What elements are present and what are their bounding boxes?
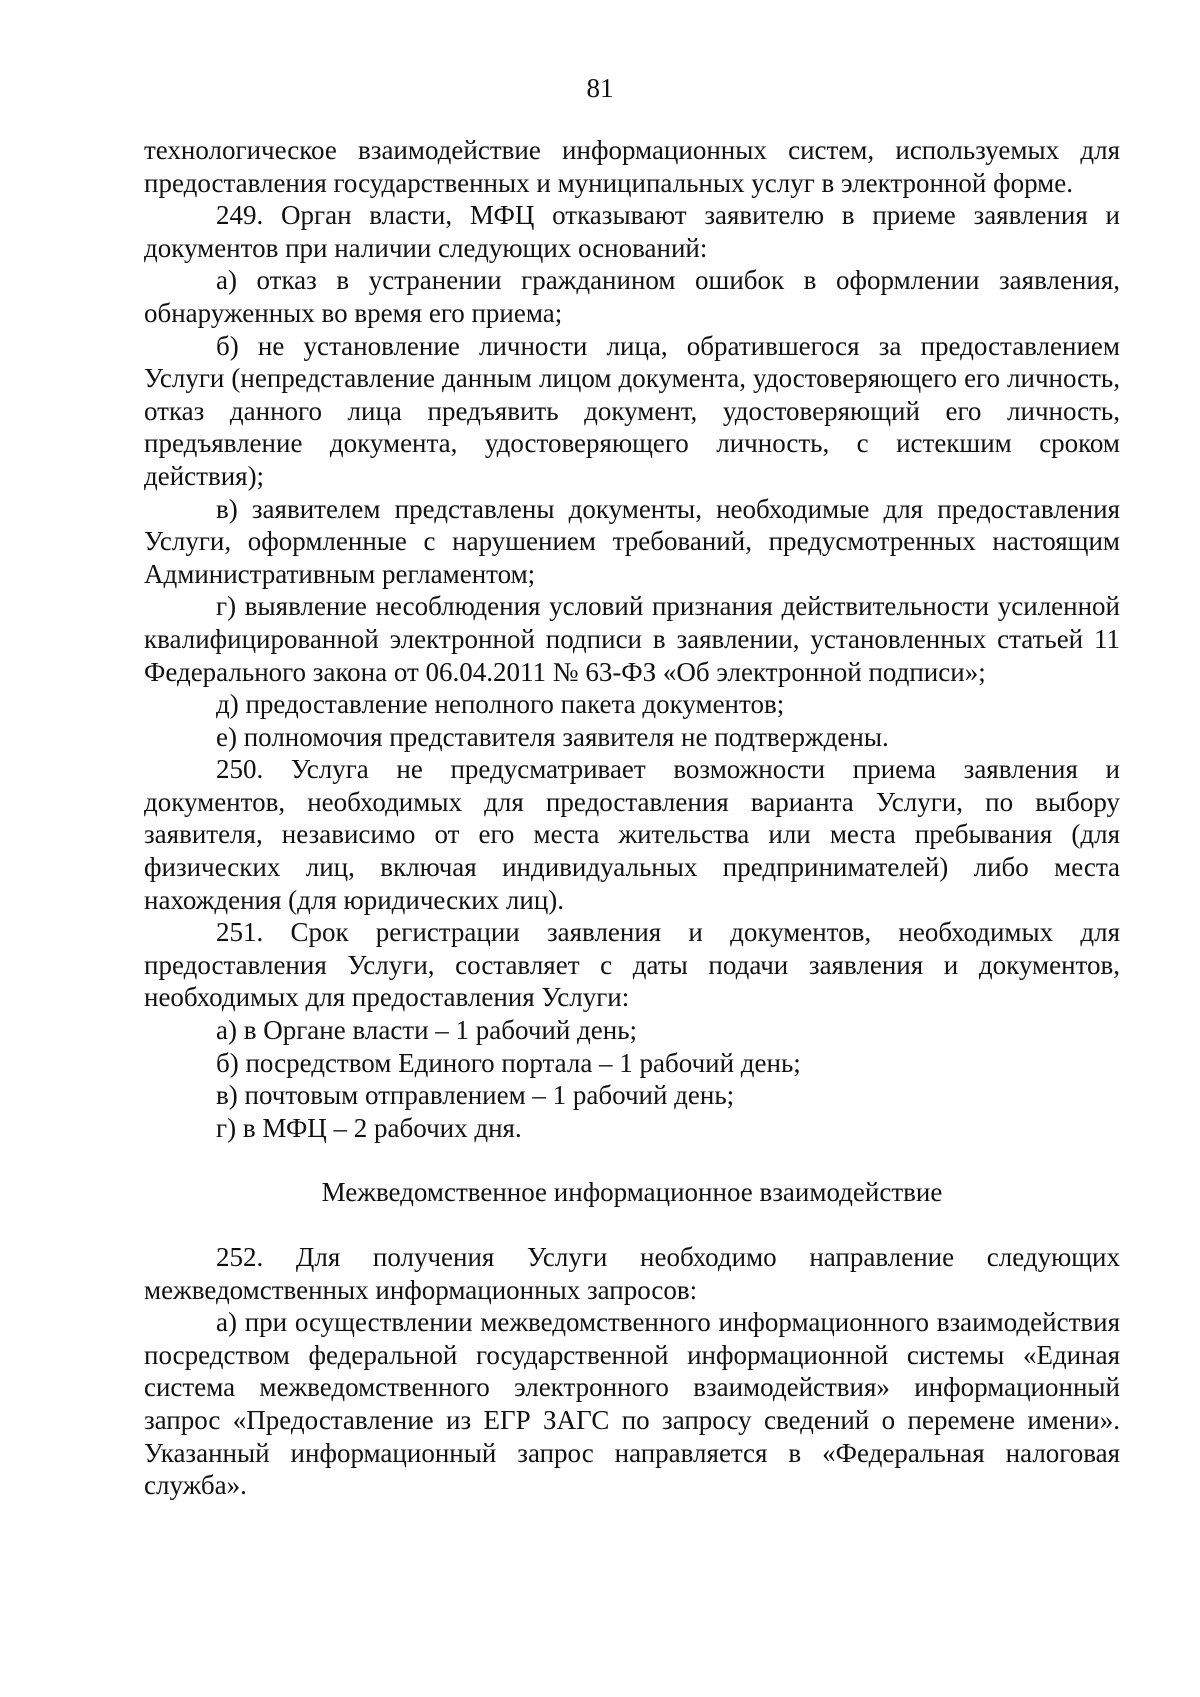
paragraph-251: 251. Срок регистрации заявления и документов, необходимых для предоставления Услуги, составляет с даты подачи заявления и документов, необходимых для предоставления Услуги: [144, 917, 1120, 1013]
paragraph-249-d: д) предоставление неполного пакета документов; [216, 689, 785, 720]
page-number: 81 [586, 73, 614, 103]
paragraph-249-g: г) выявление несоблюдения условий признания действительности усиленной квалифицированной электронной подписи в заявлении, установленных статьей 11 Федерального закона от 06.04.2011 № 63-ФЗ «Об электронной подписи»; [144, 591, 1120, 687]
paragraph-251-g: г) в МФЦ – 2 рабочих дня. [216, 1112, 522, 1143]
paragraph-251-a: а) в Органе власти – 1 рабочий день; [216, 1015, 638, 1046]
paragraph-continuation: технологическое взаимодействие информационных систем, используемых для предоставления государственных и муниципальных услуг в электронной форме. [144, 135, 1120, 198]
paragraph-249: 249. Орган власти, МФЦ отказывают заявителю в приеме заявления и документов при наличии следующих оснований: [144, 200, 1120, 263]
paragraph-251-b: б) посредством Единого портала – 1 рабочий день; [216, 1047, 801, 1078]
paragraph-249-a: а) отказ в устранении гражданином ошибок в оформлении заявления, обнаруженных во время его приема; [144, 265, 1120, 328]
paragraph-252-a: а) при осуществлении межведомственного информационного взаимодействия посредством федеральной государственной информационной системы «Единая система межведомственного электронного взаимодействия» информационный запрос «Предоставление из ЕГР ЗАГС по запросу сведений о перемене имени». Указанный информационный запрос направляется в «Федеральная налоговая служба». [144, 1307, 1120, 1501]
paragraph-249-v: в) заявителем представлены документы, необходимые для предоставления Услуги, оформленные с нарушением требований, предусмотренных настоящим Административным регламентом; [144, 493, 1120, 589]
paragraph-250: 250. Услуга не предусматривает возможности приема заявления и документов, необходимых для предоставления варианта Услуги, по выбору заявителя, независимо от его места жительства или места пребывания (для физических лиц, включая индивидуальных предпринимателей) либо места нахождения (для юридических лиц). [144, 754, 1120, 915]
paragraph-249-e: е) полномочия представителя заявителя не подтверждены. [216, 721, 889, 752]
section-heading: Межведомственное информационное взаимодействие [321, 1177, 943, 1208]
paragraph-252: 252. Для получения Услуги необходимо направление следующих межведомственных информационных запросов: [144, 1242, 1120, 1305]
document-body [144, 134, 1120, 1502]
paragraph-249-b: б) не установление личности лица, обратившегося за предоставлением Услуги (непредставление данным лицом документа, удостоверяющего его личность, отказ данного лица предъявить документ, удостоверяющий его личность, предъявление документа, удостоверяющего личность, с истекшим сроком действия); [144, 330, 1120, 491]
paragraph-251-v: в) почтовым отправлением – 1 рабочий день; [216, 1080, 735, 1111]
